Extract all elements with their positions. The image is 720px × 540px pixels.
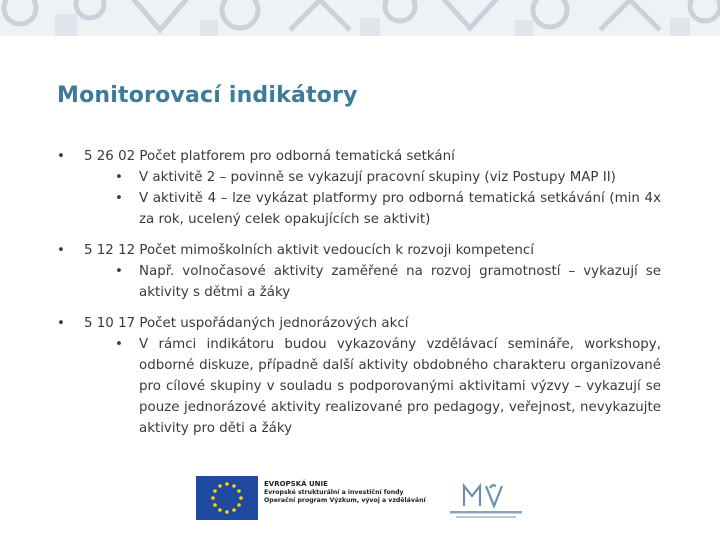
bullet: • — [57, 243, 65, 258]
sub-item-text: Např. volnočasové aktivity zaměřené na rozvoj gramotností – vykazují se aktivity s dětmi a žáky — [139, 264, 661, 300]
sub-list-item — [57, 167, 661, 188]
banner-pattern — [0, 0, 720, 36]
bullet: • — [115, 170, 123, 185]
sub-list-item — [57, 261, 661, 303]
list-item — [57, 146, 661, 167]
bullet: • — [115, 264, 123, 279]
ministry-logo-icon — [446, 478, 526, 522]
sub-item-text: V aktivitě 2 – povinně se vykazují pracovní skupiny (viz Postupy MAP II) — [139, 170, 616, 185]
sub-list-item — [57, 188, 661, 230]
eu-line: EVROPSKÁ UNIE — [264, 480, 328, 488]
indicator-text: 5 12 12 Počet mimoškolních aktivit vedoucích k rozvoji kompetencí — [84, 243, 534, 258]
indicator-text: 5 26 02 Počet platforem pro odborná tematická setkání — [84, 149, 455, 164]
list-item — [57, 240, 661, 261]
list-item — [57, 313, 661, 334]
eu-line: Evropské strukturální a investiční fondy — [264, 488, 404, 496]
sub-item-text: V rámci indikátoru budou vykazovány vzdělávací semináře, workshopy, odborné diskuze, případně další aktivity obdobného charakteru organizované pro cílové skupiny v souladu s podporovanými aktivitami výzvy – vykazují se pouze jednorázové aktivity realizované pro pedagogy, veřejnost, nevykazujte aktivity pro děti a žáky — [139, 337, 661, 436]
bullet: • — [57, 149, 65, 164]
bullet: • — [57, 316, 65, 331]
eu-program-text — [264, 480, 426, 506]
eu-line: Operační program Výzkum, vývoj a vzdělávání — [264, 497, 426, 505]
sub-list-item — [57, 334, 661, 439]
footer-logos — [196, 476, 536, 524]
decorative-banner — [0, 0, 720, 36]
indicator-text: 5 10 17 Počet uspořádaných jednorázových akcí — [84, 316, 409, 331]
sub-item-text: V aktivitě 4 – lze vykázat platformy pro odborná tematická setkávání (min 4x za rok, ucelený celek opakujících se aktivit) — [139, 191, 661, 227]
bullet: • — [115, 337, 123, 352]
eu-flag-icon — [196, 476, 258, 520]
slide-title: Monitorovací indikátory — [57, 83, 358, 108]
bullet: • — [115, 191, 123, 206]
indicator-list — [57, 146, 661, 439]
